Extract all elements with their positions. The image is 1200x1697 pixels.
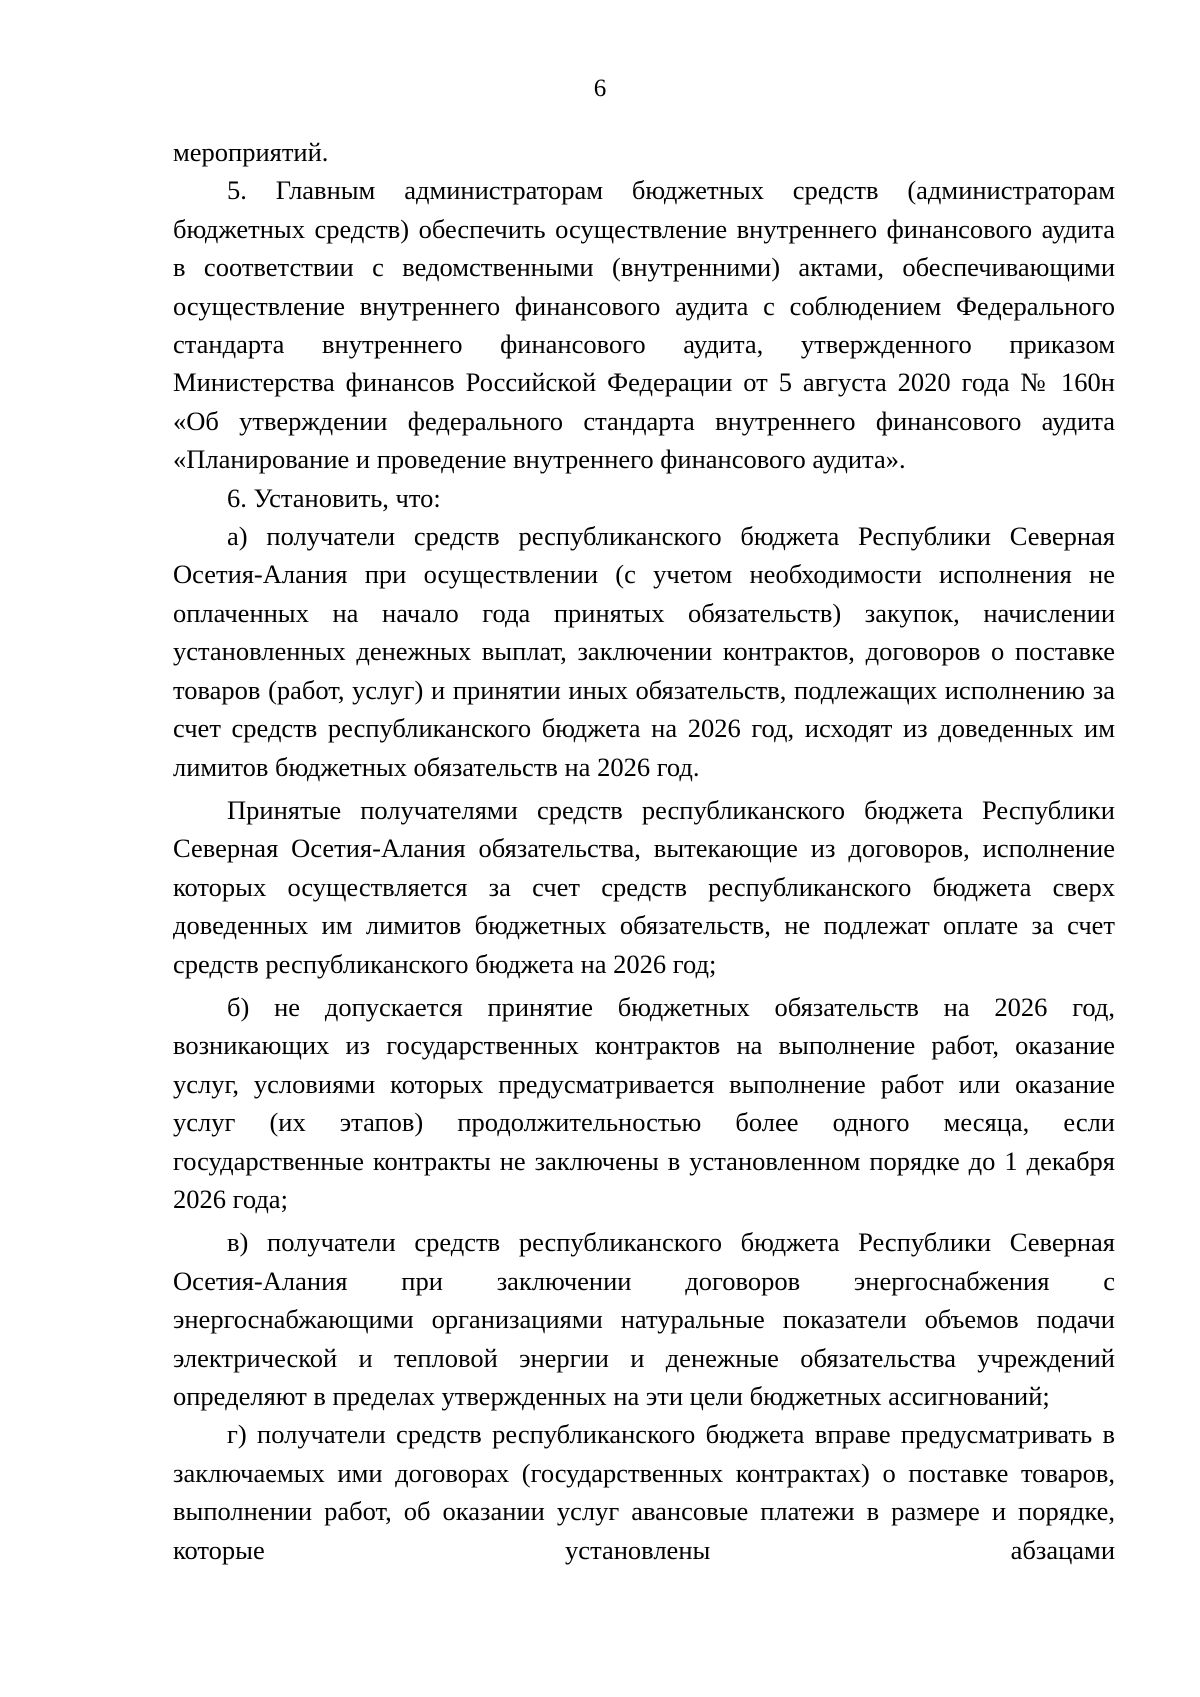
paragraph-continuation: мероприятий.: [173, 137, 329, 167]
paragraph-subitem-b: б) не допускается принятие бюджетных обязательств на 2026 год, возникающих из государственных контрактов на выполнение работ, оказание услуг, условиями которых предусматривается выполнение работ или оказание услуг (их этапов) продолжительностью более одного месяца, если государственные контракты не заключены в установленном порядке до 1 декабря 2026 года;: [173, 991, 1115, 1214]
paragraph-subitem-g: г) получатели средств республиканского бюджета вправе предусматривать в заключаемых ими договорах (государственных контрактах) о поставке товаров, выполнении работ, об оказании услуг авансовые платежи в размере и порядке, которые установлены абзацами: [173, 1419, 1115, 1565]
document-body: [173, 133, 1115, 1569]
paragraph-subitem-v: в) получатели средств республиканского бюджета Республики Северная Осетия-Алания при заключении договоров энергоснабжения с энергоснабжающими организациями натуральные показатели объемов подачи электрической и тепловой энергии и денежные обязательства учреждений определяют в пределах утвержденных на эти цели бюджетных ассигнований;: [173, 1227, 1115, 1411]
page-number: 6: [593, 75, 607, 102]
paragraph-subitem-a: а) получатели средств республиканского бюджета Республики Северная Осетия-Алания при осуществлении (с учетом необходимости исполнения не оплаченных на начало года принятых обязательств) закупок, начислении установленных денежных выплат, заключении контрактов, договоров о поставке товаров (работ, услуг) и принятии иных обязательств, подлежащих исполнению за счет средств республиканского бюджета на 2026 год, исходят из доведенных им лимитов бюджетных обязательств на 2026 год.: [173, 521, 1115, 782]
paragraph-item-6: 6. Установить, что:: [227, 482, 441, 513]
paragraph-accepted-obligations: Принятые получателями средств республиканского бюджета Республики Северная Осетия-Алания обязательства, вытекающие из договоров, исполнение которых осуществляется за счет средств республиканского бюджета сверх доведенных им лимитов бюджетных обязательств, не подлежат оплате за счет средств республиканского бюджета на 2026 год;: [173, 794, 1115, 979]
paragraph-item-5: 5. Главным администраторам бюджетных средств (администраторам бюджетных средств) обеспечить осуществление внутреннего финансового аудита в соответствии с ведомственными (внутренними) актами, обеспечивающими осуществление внутреннего финансового аудита с соблюдением Федерального стандарта внутреннего финансового аудита, утвержденного приказом Министерства финансов Российской Федерации от 5 августа 2020 года № 160н «Об утверждении федерального стандарта внутреннего финансового аудита «Планирование и проведение внутреннего финансового аудита».: [173, 175, 1115, 475]
